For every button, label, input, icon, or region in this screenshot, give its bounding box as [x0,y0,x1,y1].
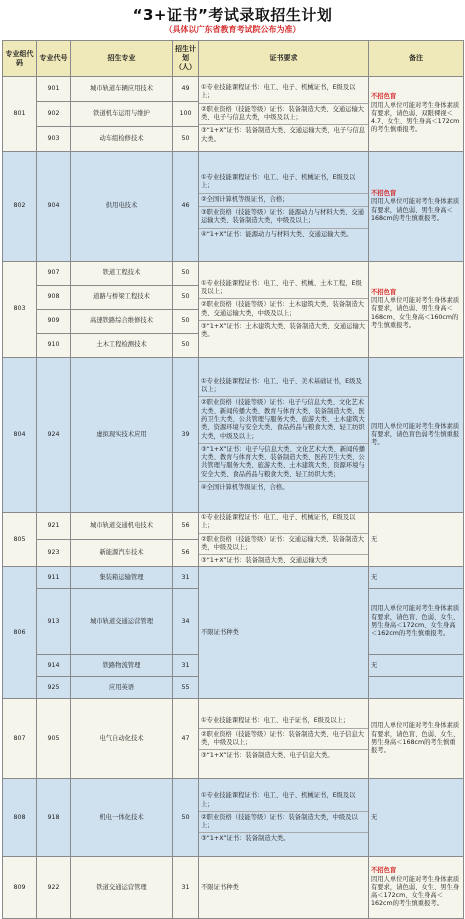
plan-count: 46 [173,152,199,262]
note-text: 因用人单位可能对考生身体素质有要求，请色弱、男生身高＜168cm、女生身高＜160cm的考生慎重报考。 [371,297,460,329]
cert-item: ③“1+X”证书：装备制造大类。 [201,835,290,843]
table-row [3,358,464,513]
plan-count: 50 [173,127,199,152]
header-major: 招生专业 [71,41,173,77]
table-row [3,262,464,286]
major-code: 909 [37,310,71,334]
note-cell [369,779,464,857]
major-name: 道路与桥梁工程技术 [71,286,173,310]
group-code: 801 [3,77,37,152]
note-text: 因用人单位可能对考生身体素质有要求，请色盲、色弱、女生、男生身高＜168cm的考生慎重报考。 [371,722,460,755]
major-code: 925 [37,677,71,699]
note-cell [369,262,464,358]
cert-item: ④全国计算机等级证书，合格。 [201,483,289,491]
cert-item: ②职业资格（技能等级）证书：装备制造大类、电子信息大类，中级及以上； [201,730,365,746]
page-subtitle: （具体以广东省教育考试院公布为准） [164,25,301,34]
major-code: 908 [37,286,71,310]
note-text: 因用人单位可能对考生身体素质有要求，请色盲色弱考生慎重报考。 [371,422,460,447]
major-code: 918 [37,779,71,857]
note-cell: 无 [369,567,464,589]
header-major-code: 专业代号 [37,41,71,77]
major-name: 铁道交通运营管理 [71,857,173,919]
cert-item: ①专业技能课程证书：电工、电子、机械、土木工程，E级及以上； [201,279,362,295]
major-code: 923 [37,540,71,567]
major-code: 905 [37,699,71,779]
major-name: 城市轨道交通运营管理 [71,589,173,655]
major-code: 910 [37,334,71,358]
major-name: 虚拟现实技术应用 [71,358,173,513]
major-name: 铁道机车运用与维护 [71,102,173,127]
cert-requirements [199,513,369,567]
major-name: 应用英语 [71,677,173,699]
plan-count: 50 [173,262,199,286]
table-row [3,779,464,857]
note-text: 因用人单位可能对考生身体素质有要求，请色弱、双眼裸视＜4.7、女生、男生身高＜172cm的考生慎重报考。 [371,101,460,134]
major-code: 922 [37,857,71,919]
group-code: 804 [3,358,37,513]
cert-requirements [199,77,369,152]
major-code: 914 [37,655,71,677]
note-cell [369,513,464,567]
cert-item: ④“1+X”证书：能源动力与材料大类、交通运输大类。 [201,230,353,238]
group-code: 807 [3,699,37,779]
cert-requirements [199,152,369,262]
plan-count: 34 [173,589,199,655]
table-row [3,567,464,589]
plan-count: 50 [173,310,199,334]
major-name: 新能源汽车技术 [71,540,173,567]
cert-item: ②全国计算机等级证书，合格； [201,195,289,203]
note-cell: 无 [369,655,464,677]
cert-item: ②职业资格（技能等级）证书：土木建筑大类、装备制造大类、交通运输大类，中级及以上； [201,301,365,317]
group-code: 805 [3,513,37,567]
table-row [3,152,464,262]
plan-count: 31 [173,857,199,919]
major-code: 924 [37,358,71,513]
note-cell [369,699,464,779]
header-cert: 证书要求 [199,41,369,77]
plan-count: 31 [173,655,199,677]
major-name: 集装箱运输管理 [71,567,173,589]
cert-requirements: 不限证书种类 [199,857,369,919]
cert-item: ③“1+X”证书：土木建筑大类、装备制造大类、交通运输大类。 [201,322,366,339]
header-group-code: 专业组代码 [3,41,37,77]
table-row [3,699,464,779]
cert-item: ②职业资格（技能等级）证书：交通运输大类、装备制造大类，中级及以上； [201,535,365,551]
cert-item: ①专业技能课程证书：电工、电子、机械证书，E级及以上； [201,84,356,100]
note-text: 无 [371,535,378,543]
cert-item: ①专业技能课程证书：电工、电子、美术基础证书，E级及以上； [201,377,362,394]
major-name: 动车组检修技术 [71,127,173,152]
note-cell [369,77,464,152]
enrollment-plan-table [2,40,464,919]
warning-text: 不招色盲 [371,93,397,101]
plan-count: 55 [173,677,199,699]
major-code: 921 [37,513,71,540]
page-title: “3+证书”考试录取招生计划 [132,6,333,24]
note-cell: 因用人单位可能对考生身体素质有要求，请色盲、色弱、女生、男生身高＜172cm、女生身高＜162cm的考生慎重报考。 [369,589,464,655]
group-code: 802 [3,152,37,262]
plan-count: 50 [173,334,199,358]
group-code: 803 [3,262,37,358]
cert-item: ①专业技能课程证书：电工、电子、机械证书，E级及以上； [201,792,356,808]
major-name: 土木工程检测技术 [71,334,173,358]
table-header-row [3,41,464,77]
cert-item: ①专业技能课程证书：电工、电子、机械证书，E级及以上； [201,174,356,190]
major-code: 901 [37,77,71,102]
plan-count: 50 [173,779,199,857]
major-name: 铁道工程技术 [71,262,173,286]
group-code: 809 [3,857,37,919]
plan-count: 49 [173,77,199,102]
major-code: 907 [37,262,71,286]
cert-item: ②职业资格（技能等级）证书：电子与信息大类、文化艺术大类、新闻传播大类、教育与体育大类、装备制造大类、医药卫生大类、公共管理与服务大类、旅游大类、土木建筑大类、资源环境与安全大类、食品药品与粮食大类、轻工纺织大类，中级及以上； [201,399,365,440]
cert-requirements [199,779,369,857]
table-row [3,77,464,102]
note-cell [369,152,464,262]
plan-count: 47 [173,699,199,779]
header-note: 备注 [369,41,464,77]
plan-count: 56 [173,540,199,567]
major-code: 903 [37,127,71,152]
major-name: 铁路物流管理 [71,655,173,677]
plan-count: 100 [173,102,199,127]
plan-count: 31 [173,567,199,589]
note-text: 因用人单位可能对考生身体素质有要求，请色弱、男生身高＜168cm的考生慎重报考。 [371,198,460,222]
cert-item: ③“1+X”证书：电子与信息大类、文化艺术大类、新闻传播大类、教育与体育大类、装备制造大类、医药卫生大类、公共管理与服务大类、旅游大类、土木建筑大类、资源环境与安全大类、食品药品与粮食大类、轻工纺织大类； [201,445,366,478]
cert-item: ③职业资格（技能等级）证书：能源动力与材料大类、交通运输大类、装备制造大类，中级及以上； [201,209,365,225]
warning-text: 不招色盲 [371,288,397,296]
cert-item: ②职业资格（技能等级）证书：装备制造大类，中级及以上； [201,813,358,830]
major-name: 城市轨道车辆应用技术 [71,77,173,102]
major-name: 电气自动化技术 [71,699,173,779]
cert-requirements [199,358,369,513]
cert-requirements [199,699,369,779]
cert-item: ①专业技能课程证书：电工、电子、机械证书，E级及以上； [201,514,356,530]
cert-requirements: 不限证书种类 [199,567,369,699]
plan-count: 50 [173,286,199,310]
major-name: 机电一体化技术 [71,779,173,857]
warning-text: 不招色盲 [371,189,397,197]
group-code: 808 [3,779,37,857]
major-name: 城市轨道交通机电技术 [71,513,173,540]
major-code: 904 [37,152,71,262]
note-text: 因用人单位可能对考生身体素质有要求，请色弱、女生、男生身高＜172cm、女生身高＜162cm的考生慎重报考。 [371,875,460,908]
note-cell [369,677,464,699]
header-plan: 招生计划（人） [173,41,199,77]
note-text: 无 [371,813,378,821]
plan-count: 39 [173,358,199,513]
major-code: 911 [37,567,71,589]
cert-item: ③“1+X”证书：装备制造大类、交通运输大类 [201,557,328,565]
cert-item: ②职业资格（技能等级）证书：装备制造大类、交通运输大类、电子与信息大类，中级及以上； [201,105,365,121]
major-name: 高速铁路综合维修技术 [71,310,173,334]
note-cell [369,358,464,513]
cert-requirements [199,262,369,358]
major-name: 供用电技术 [71,152,173,262]
cert-item: ③“1+X”证书：装备制造大类、交通运输大类、电子与信息大类。 [201,127,366,143]
group-code: 806 [3,567,37,699]
table-row [3,513,464,540]
major-code: 902 [37,102,71,127]
cert-item: ①专业技能课程证书：电工、电子证书，E级及以上； [201,717,350,725]
cert-item: ③“1+X”证书：装备制造大类、电子信息大类。 [201,752,334,760]
warning-text: 不招色盲 [371,867,397,875]
major-code: 913 [37,589,71,655]
plan-count: 56 [173,513,199,540]
